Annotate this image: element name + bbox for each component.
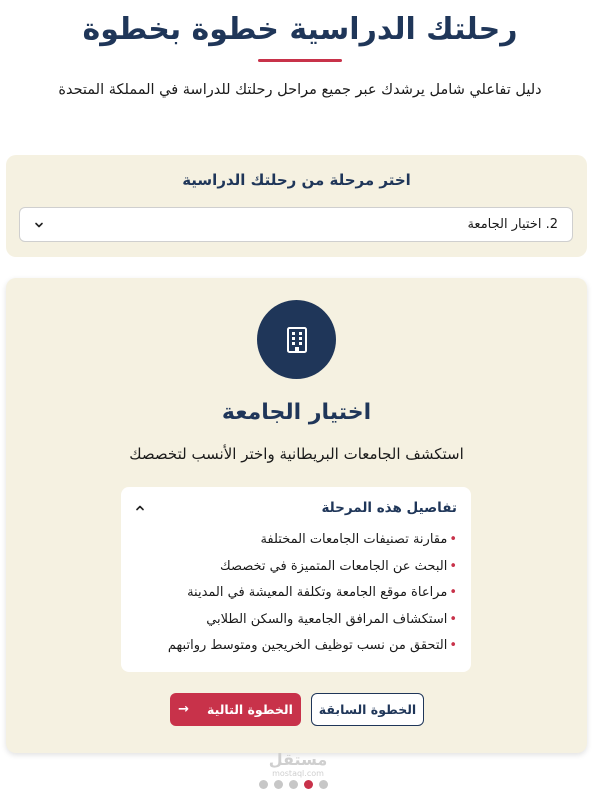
- pagination-dot[interactable]: [289, 780, 298, 789]
- chevron-up-icon[interactable]: [135, 503, 145, 513]
- stage-details-accordion: [121, 487, 471, 672]
- pagination-dot[interactable]: [319, 780, 328, 789]
- title-underline: [258, 59, 342, 62]
- pagination-dot[interactable]: [274, 780, 283, 789]
- arrow-right-icon: →: [178, 702, 190, 717]
- stage-selector-label: اختر مرحلة من رحلتك الدراسية: [182, 171, 411, 189]
- page-title: رحلتك الدراسية خطوة بخطوة: [82, 12, 518, 47]
- details-list: [135, 527, 457, 660]
- next-step-button[interactable]: [170, 693, 301, 726]
- stage-select-value: 2. اختيار الجامعة: [467, 217, 558, 232]
- previous-step-label: الخطوة السابقة: [318, 702, 417, 717]
- next-step-label: الخطوة التالية: [207, 702, 293, 717]
- details-list-item: •مراعاة موقع الجامعة وتكلفة المعيشة في المدينة: [187, 585, 457, 600]
- details-list-item: •التحقق من نسب توظيف الخريجين ومتوسط رواتبهم: [167, 638, 457, 653]
- page-subtitle: دليل تفاعلي شامل يرشدك عبر جميع مراحل رحلتك للدراسة في المملكة المتحدة: [58, 82, 542, 98]
- stage-title: اختيار الجامعة: [221, 400, 372, 425]
- chevron-down-icon: [34, 220, 44, 230]
- stage-card: [6, 278, 587, 753]
- previous-step-button[interactable]: [311, 693, 424, 726]
- stage-icon-circle: [257, 300, 336, 379]
- pagination-dot[interactable]: [259, 780, 268, 789]
- details-list-item: •مقارنة تصنيفات الجامعات المختلفة: [260, 532, 457, 547]
- watermark: مستقل mostaql.com: [268, 750, 328, 778]
- details-title: تفاصيل هذه المرحلة: [321, 500, 457, 516]
- pagination-dot[interactable]: [304, 780, 313, 789]
- details-list-item: •استكشاف المرافق الجامعية والسكن الطلابي: [206, 611, 457, 627]
- pagination-dots: [259, 780, 328, 789]
- details-header[interactable]: [135, 497, 457, 519]
- building-icon: [285, 326, 309, 354]
- stage-select[interactable]: [19, 207, 573, 242]
- stage-description: استكشف الجامعات البريطانية واختر الأنسب لتخصصك: [129, 445, 464, 463]
- stage-selector-panel: [6, 155, 587, 257]
- details-list-item: •البحث عن الجامعات المتميزة في تخصصك: [220, 558, 457, 574]
